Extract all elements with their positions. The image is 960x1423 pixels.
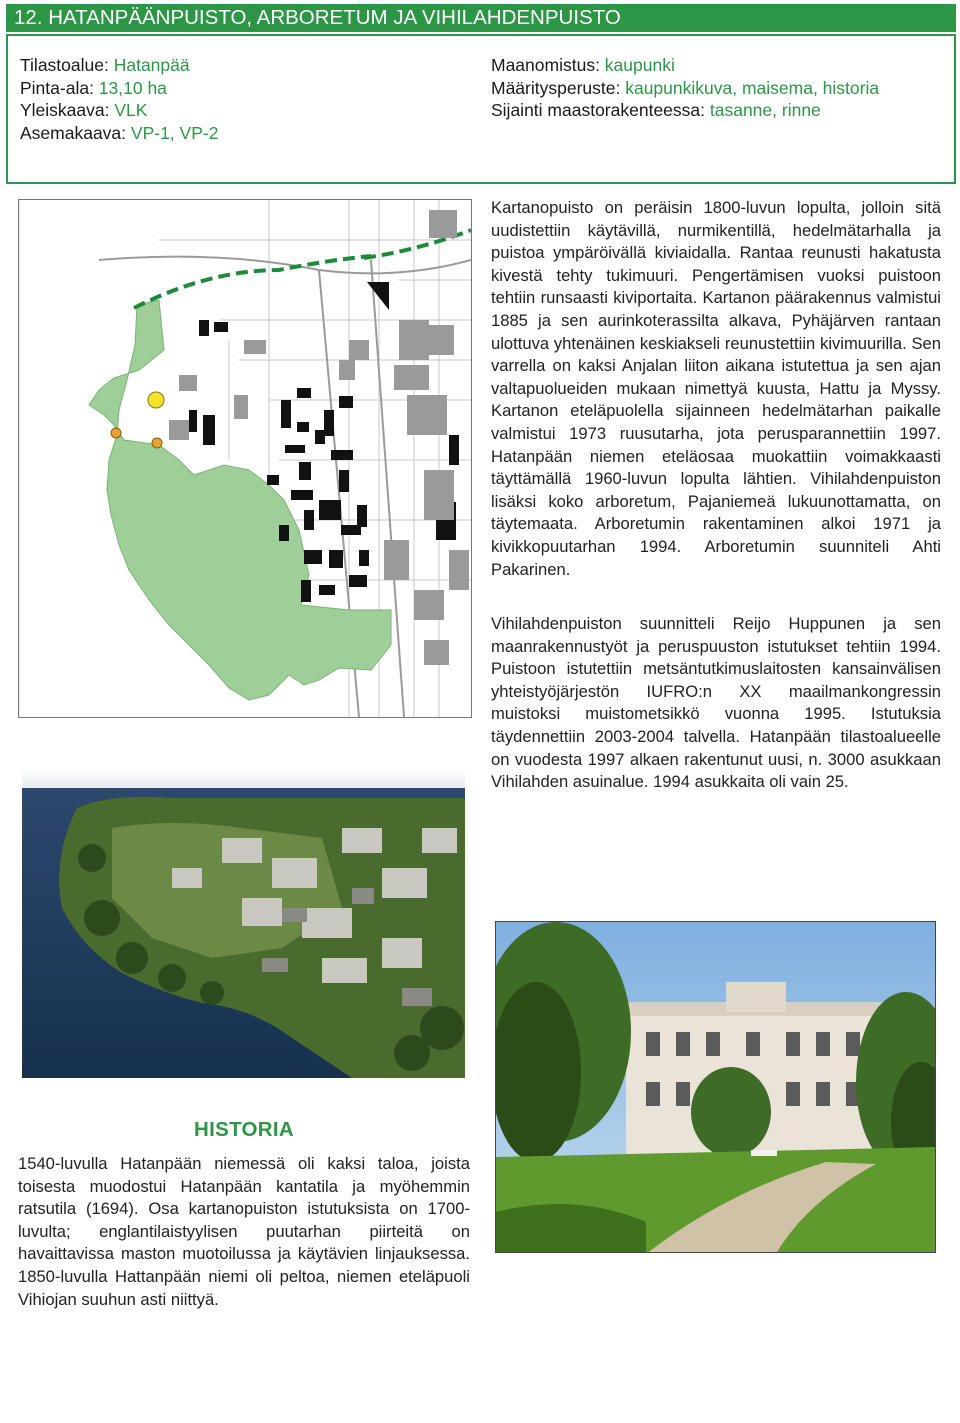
info-row-asemakaava bbox=[20, 122, 218, 145]
aerial-photo bbox=[22, 768, 465, 1078]
info-label: Tilastoalue: bbox=[20, 55, 114, 75]
info-label: Maanomistus: bbox=[491, 55, 605, 75]
info-row-sijainti bbox=[491, 99, 879, 122]
info-row-pinta-ala bbox=[20, 77, 218, 100]
info-value: kaupunkikuva, maisema, historia bbox=[625, 77, 880, 98]
info-row-tilastoalue bbox=[20, 54, 218, 77]
map-marker-yellow bbox=[148, 392, 164, 408]
info-value: tasanne, rinne bbox=[709, 100, 821, 120]
body-paragraph-2: Vihilahdenpuiston suunnitteli Reijo Huppunen ja sen maanrakennustyöt ja peruspuuston istutukset tehtiin 1994. Puistoon istutettiin metsäntutkimuslaitosten kansainvälisen yhteistyöjärjestön IUFRO:n XX maailmankongressin muistoksi muistometsikkö vuonna 1995. Istutuksia täydennettiin 2003-2004 talvella. Hatanpään tilastoalueelle on vuodesta 1997 alkaen rakentunut uusi, n. 3000 asukkaan Vihilahden asuinalue. 1994 asukkaita oli vain 25. bbox=[491, 614, 941, 792]
map-illustration bbox=[19, 200, 471, 717]
historia-paragraph: 1540-luvulla Hatanpään niemessä oli kaksi taloa, joista toisesta muodostui Hatanpään kantatila ja myöhemmin ratsutila (1694). Osa kartanopuiston istutuksista on 1700-luvulta; englantilaistyylisen puutarhan piirteitä on havaittavissa maston muotoilussa ja käytävien linjauksessa. 1850-luvulla Hattanpään niemi oli peltoa, niemen eteläpuoli Vihiojan suuhun asti niittyä. bbox=[18, 1154, 470, 1309]
info-box-divider bbox=[6, 182, 956, 184]
info-right-column bbox=[491, 54, 879, 122]
info-left-column bbox=[20, 54, 218, 144]
info-value: kaupunki bbox=[604, 55, 675, 75]
aerial-photo-illustration bbox=[22, 768, 465, 1078]
info-label: Asemakaava: bbox=[20, 122, 131, 143]
info-row-maaritysperuste bbox=[491, 77, 879, 100]
info-label: Pinta-ala: bbox=[20, 77, 99, 98]
historia-heading: HISTORIA bbox=[194, 1118, 294, 1141]
info-label: Määritysperuste: bbox=[491, 77, 626, 98]
info-label: Yleiskaava: bbox=[20, 100, 115, 120]
body-paragraph-1: Kartanopuisto on peräisin 1800-luvun lopulta, jolloin sitä uudistettiin käytävillä, nurmikentillä, hedelmätarhalla ja puistoa ympäröivällä kiviaidalla. Rantaa reunusti hakatusta kivestä tehty tukimuuri. Pengertämisen vuoksi puistoon tehtiin runsaasti kiviportaita. Kartanon päärakennus valmistui 1885 ja sen aurinkoterassilta alkava, Pyhäjärven rantaan ulottuva yhtenäinen keskiakseli reunustettiin kivimuurilla. Sen varrella on kaksi Anjalan liiton aikana istutettua ja sen ajan valtapuolueiden mukaan nimettyä kuusta, Hattu ja Myssy. Kartanon eteläpuolella sijainneen hedelmätarhan paikalle valmistui 1973 ruusutarha, jota perusparannettiin 1997. Hatanpään niemen eteläosaa muokattiin voimakkaasti täyttämällä 1960-luvun lopulta lähtien. Vihilahdenpuiston lisäksi koko arboretum, Pajaniemeä lukuunottamatta, on täytemaata. Arboretumin rakentaminen alkoi 1971 ja kivikkopuutarhan 1994. Arboretumin suunniteli Ahti Pakarinen. bbox=[491, 198, 941, 579]
section-title-bar bbox=[6, 4, 956, 32]
area-map bbox=[18, 199, 472, 718]
info-value: 13,10 ha bbox=[98, 77, 167, 98]
info-row-yleiskaava bbox=[20, 99, 218, 122]
info-value: VP-1, VP-2 bbox=[130, 122, 219, 143]
info-value: Hatanpää bbox=[113, 55, 190, 75]
manor-photo bbox=[495, 921, 936, 1253]
manor-photo-illustration bbox=[496, 922, 936, 1253]
info-row-maanomistus bbox=[491, 54, 879, 77]
map-marker-orange bbox=[111, 428, 121, 438]
map-marker-orange bbox=[152, 438, 162, 448]
section-title: 12. HATANPÄÄNPUISTO, ARBORETUM JA VIHILAHDENPUISTO bbox=[14, 6, 621, 29]
info-label: Sijainti maastorakenteessa: bbox=[491, 100, 710, 120]
info-value: VLK bbox=[114, 100, 148, 120]
